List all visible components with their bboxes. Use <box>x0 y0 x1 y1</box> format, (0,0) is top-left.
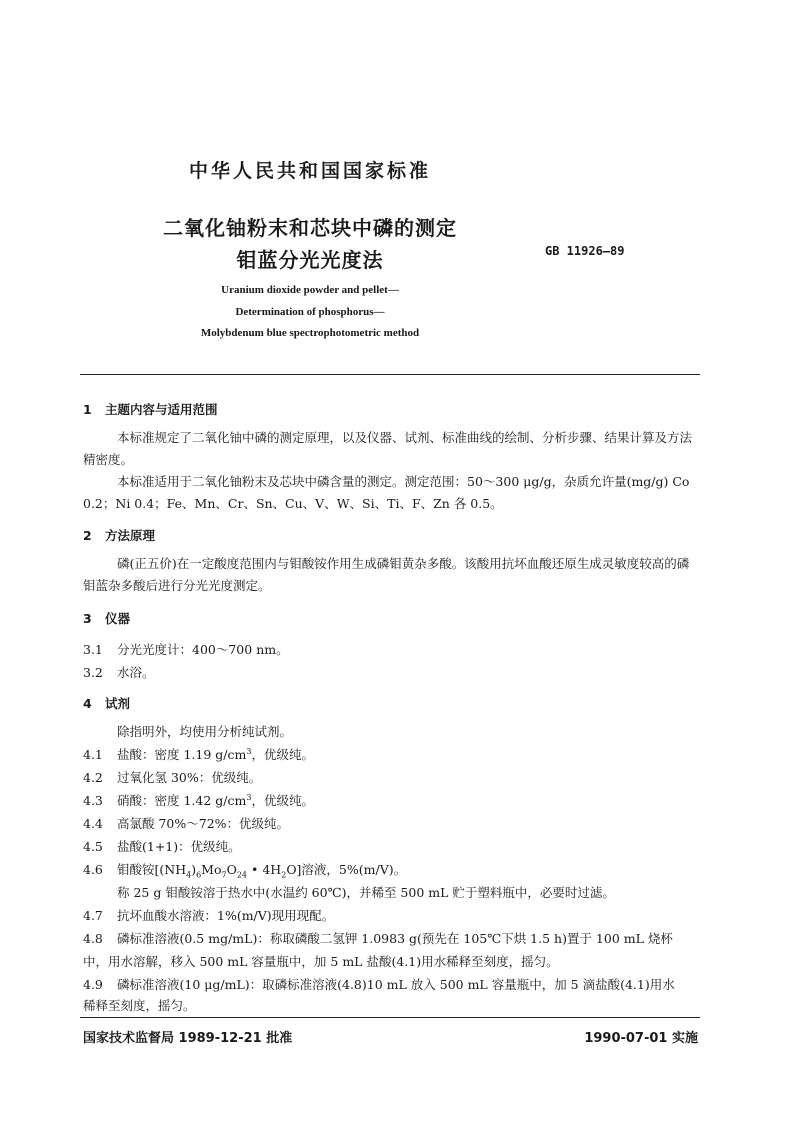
section-number: 1 <box>83 402 92 417</box>
approval-date: 国家技术监督局 1989-12-21 批准 <box>83 1031 293 1046</box>
list-item-4-7: 4.7 抗坏血酸水溶液：1%(m/V)现用现配。 <box>83 908 335 923</box>
title-en-line1: Uranium dioxide powder and pellet— <box>221 284 399 296</box>
list-item-3-1: 3.1 分光光度计：400～700 nm。 <box>83 642 289 657</box>
section-title: 方法原理 <box>105 528 156 543</box>
section-4-heading <box>83 694 130 712</box>
footer-divider <box>80 1017 700 1018</box>
implementation-date: 1990-07-01 实施 <box>584 1031 698 1046</box>
list-item-4-8: 4.8 磷标准溶液(0.5 mg/mL)：称取磷酸二氢钾 1.0983 g(预先在 105℃下烘 1.5 h)置于 100 mL 烧杯 <box>83 931 673 946</box>
section-2-paragraph-1: 磷(正五价)在一定酸度范围内与钼酸铵作用生成磷钼黄杂多酸。该酸用抗坏血酸还原生成灵敏度较高的磷钼蓝杂多酸后进行分光光度测定。 <box>83 556 690 593</box>
title-en-line3: Molybdenum blue spectrophotometric method <box>200 327 420 339</box>
section-number: 3 <box>83 611 92 626</box>
section-2-heading <box>83 526 155 544</box>
list-item-4-2: 4.2 过氧化氢 30%：优级纯。 <box>83 770 262 785</box>
list-item-4-5: 4.5 盐酸(1+1)：优级纯。 <box>83 839 241 854</box>
section-number: 4 <box>83 696 92 711</box>
standard-header: 中华人民共和国国家标准 <box>188 160 431 182</box>
list-item-4-9: 4.9 磷标准溶液(10 μg/mL)：取磷标准溶液(4.8)10 mL 放入 500 mL 容量瓶中，加 5 滴盐酸(4.1)用水 <box>83 977 675 992</box>
list-item-4-9-cont: 稀释至刻度，摇匀。 <box>83 998 196 1013</box>
list-item-4-4: 4.4 高氯酸 70%～72%：优级纯。 <box>83 816 290 831</box>
title-cn-line2: 钼蓝分光光度法 <box>236 248 384 272</box>
section-1-paragraph-1: 本标准规定了二氧化铀中磷的测定原理，以及仪器、试剂、标准曲线的绘制、分析步骤、结果计算及方法精密度。 <box>83 430 693 467</box>
list-item-3-2: 3.2 水浴。 <box>83 665 155 680</box>
list-item-4-8-cont: 中，用水溶解，移入 500 mL 容量瓶中，加 5 mL 盐酸(4.1)用水稀释至刻度，摇匀。 <box>83 954 559 969</box>
list-item-4-3: 4.3 硝酸：密度 1.42 $g/cm^3$，优级纯。 <box>83 792 314 808</box>
list-item-4-6-note: 称 25 g 钼酸铵溶于热水中(水温约 60℃)，并稀至 500 mL 贮于塑料瓶中，必要时过滤。 <box>117 885 615 900</box>
section-title: 试剂 <box>105 696 131 711</box>
title-en-line2: Determination of phosphorus— <box>235 306 385 318</box>
header-divider <box>80 374 700 375</box>
section-3-heading <box>83 609 130 627</box>
list-item-4-1: 4.1 盐酸：密度 1.19 $g/cm^3$，优级纯。 <box>83 746 314 762</box>
section-1-paragraph-2: 本标准适用于二氧化铀粉末及芯块中磷含量的测定。测定范围：50～300 μg/g，杂质允许量(mg/g) Co 0.2；Ni 0.4；Fe、Mn、Cr、Sn、Cu、V、W、Si、Ti、F、Zn 各 0.5。 <box>83 474 690 511</box>
list-item-4-6: 4.6 钼酸铵[$(NH_4)_6Mo_7O_{24}$ • $4H_2O$]溶液，5%(m/V)。 <box>83 862 407 880</box>
section-number: 2 <box>83 528 92 543</box>
standard-code: GB 11926—89 <box>545 244 625 258</box>
section-4-intro: 除指明外，均使用分析纯试剂。 <box>117 724 293 739</box>
section-1-heading <box>83 400 218 418</box>
title-cn-line1: 二氧化铀粉末和芯块中磷的测定 <box>163 216 457 240</box>
section-title: 仪器 <box>105 611 131 626</box>
section-title: 主题内容与适用范围 <box>105 402 218 417</box>
